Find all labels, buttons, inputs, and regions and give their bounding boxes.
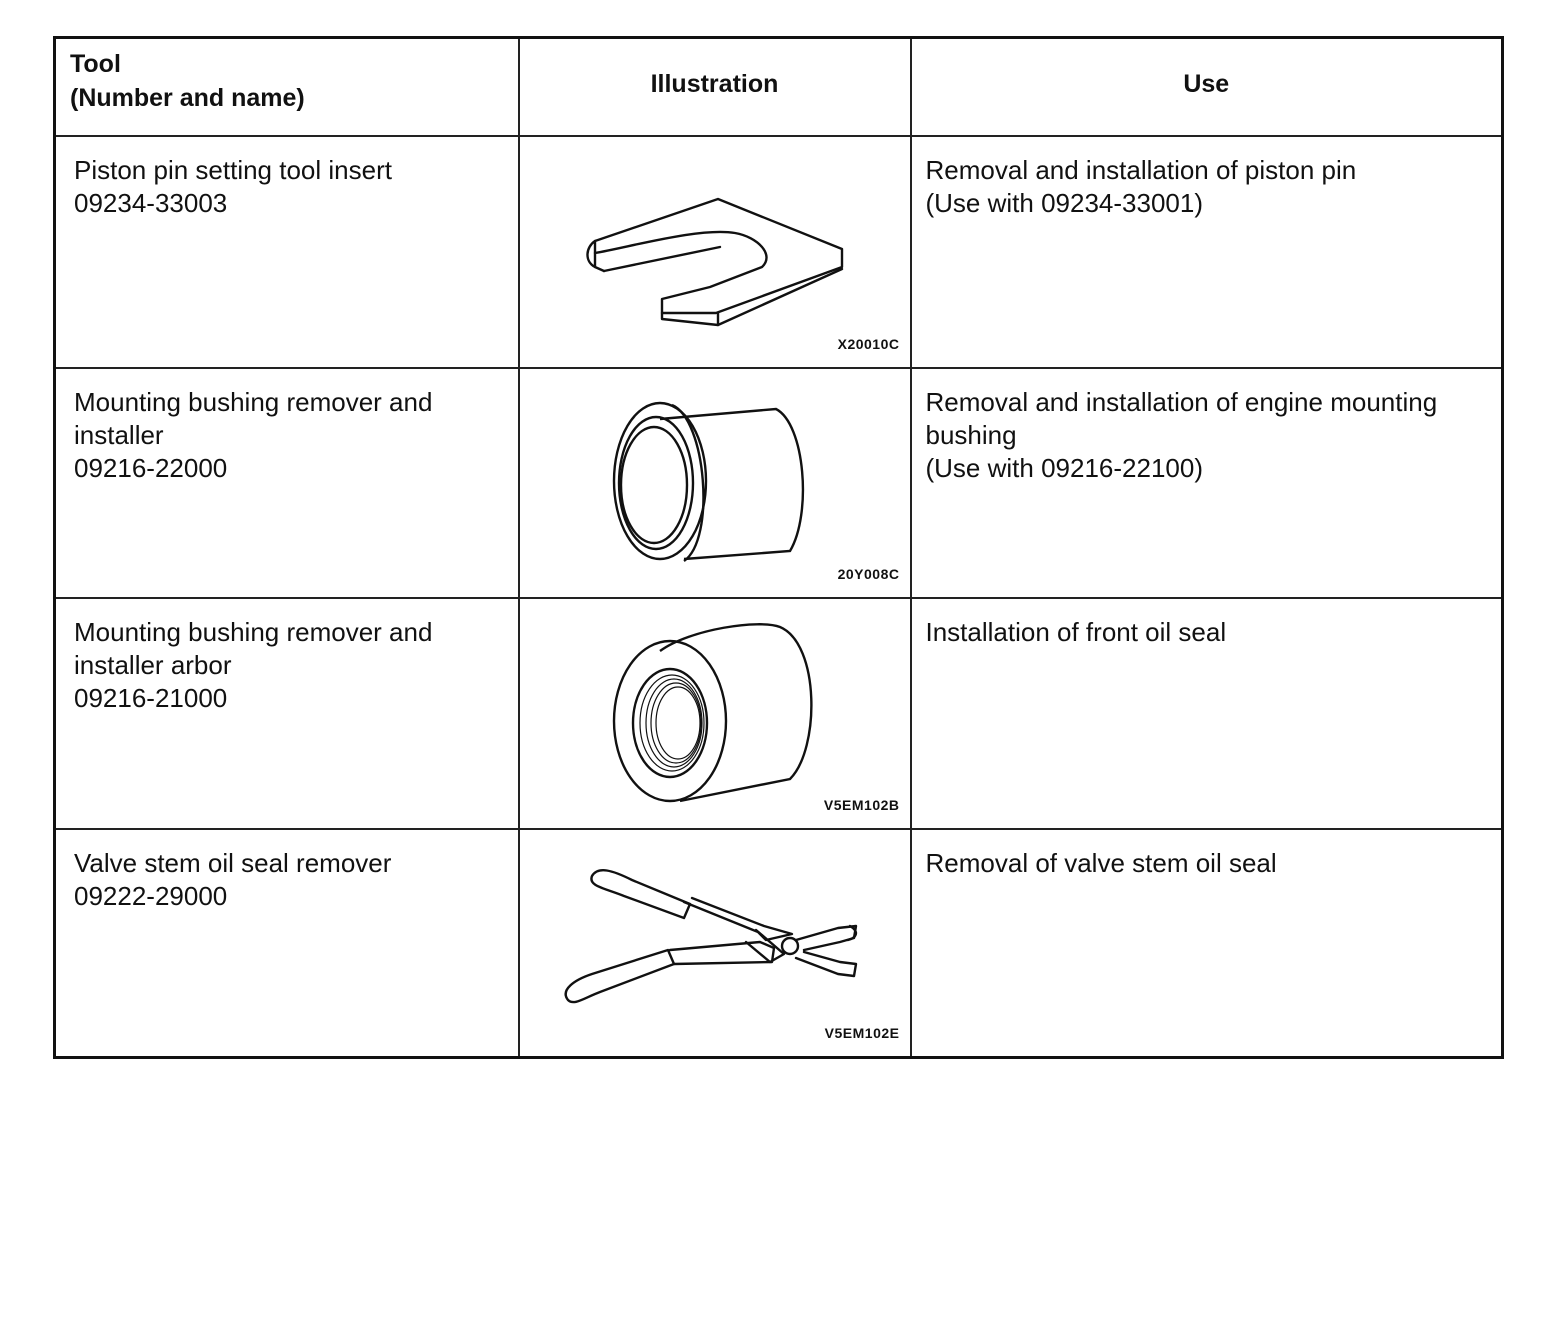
illustration-cell [519,829,911,1057]
tool-name-line: Mounting bushing remover and [74,387,433,417]
table-row [55,829,1503,1057]
illustration-code: V5EM102B [823,797,900,813]
tool-name-cell [55,368,519,598]
use-cell [911,829,1503,1057]
tool-name-cell [55,829,519,1057]
table-row [55,368,1503,598]
special-tools-table [53,36,1504,1059]
use-line: (Use with 09216-22100) [925,453,1203,483]
use-line: Removal and installation of piston pin [925,155,1357,185]
illustration-code: 20Y008C [837,566,900,582]
tool-name-line: installer arbor [74,650,232,680]
tool-number: 09216-21000 [74,683,228,713]
illustration-cell [519,598,911,829]
table-row [55,598,1503,829]
tool-name-line: Piston pin setting tool insert [74,155,392,185]
tool-name-line: Valve stem oil seal remover [74,848,392,878]
tool-number: 09222-29000 [74,881,228,911]
tool-column-header [55,38,519,137]
use-line: (Use with 09234-33001) [925,188,1203,218]
tool-name-line: Mounting bushing remover and [74,617,433,647]
use-cell [911,136,1503,368]
use-column-header: Use [911,38,1503,137]
use-line: Installation of front oil seal [925,617,1227,647]
tool-header-line2: (Number and name) [70,84,305,112]
tool-number: 09234-33003 [74,188,228,218]
use-line: Removal of valve stem oil seal [925,848,1277,878]
illustration-code: V5EM102E [824,1024,900,1041]
tool-header-line1: Tool [70,50,121,78]
use-cell [911,368,1503,598]
illustration-cell [519,368,911,598]
use-line: bushing [925,420,1017,450]
table-row [55,136,1503,368]
use-cell [911,598,1503,829]
illustration-code: X20010C [837,336,900,352]
use-line: Removal and installation of engine mounting [925,387,1438,417]
tool-name-line: installer [74,420,164,450]
illustration-column-header: Illustration [519,38,911,137]
tool-number: 09216-22000 [74,453,228,483]
illustration-cell [519,136,911,368]
tool-name-cell [55,136,519,368]
header-row [55,38,1503,137]
tool-name-cell [55,598,519,829]
